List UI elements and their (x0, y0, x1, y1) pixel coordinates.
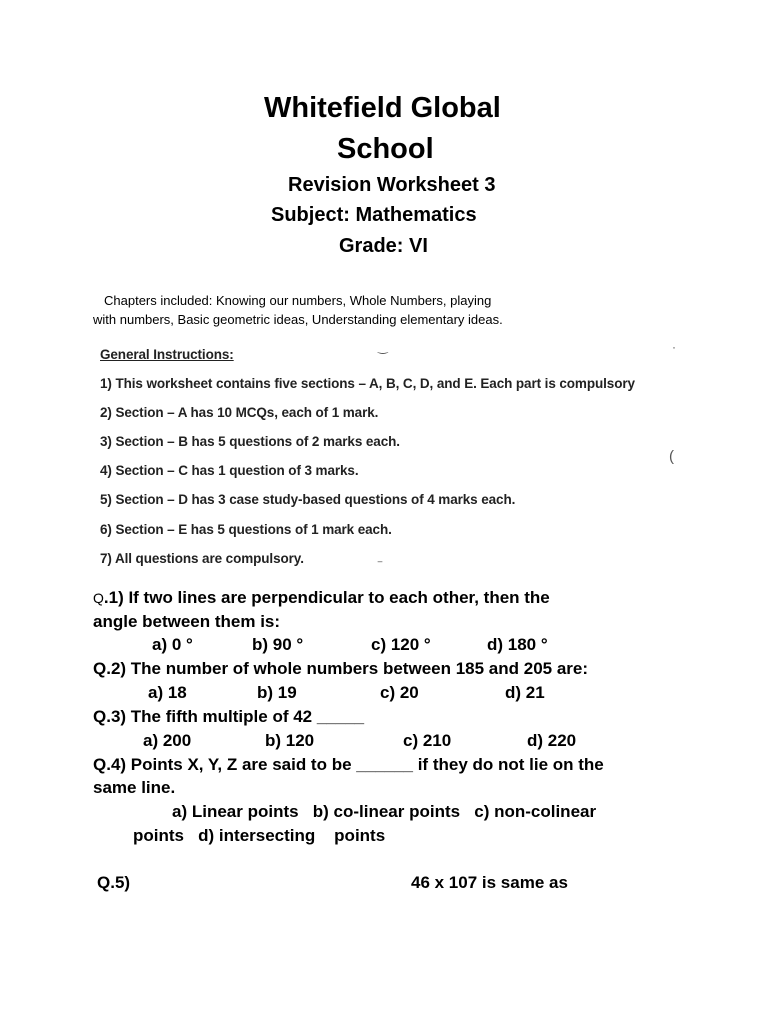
scan-mark: ( (669, 448, 674, 465)
scan-mark: ‾ (378, 560, 382, 574)
instruction-item: 2) Section – A has 10 MCQs, each of 1 mark. (100, 405, 379, 420)
scan-mark: ‿ (378, 340, 388, 354)
option-d: d) 220 (527, 731, 577, 750)
instruction-item: 4) Section – C has 1 question of 3 marks. (100, 463, 359, 478)
option-c: c) 210 (403, 731, 452, 750)
chapters-line1: Chapters included: Knowing our numbers, Whole Numbers, playing (104, 293, 492, 308)
question-5-label: Q.5) (97, 873, 131, 892)
option-b: b) 19 (257, 683, 297, 702)
worksheet-title: Revision Worksheet 3 (288, 174, 496, 196)
question-1-text: .1) If two lines are perpendicular to each other, then the (103, 588, 550, 607)
instruction-item: 3) Section – B has 5 questions of 2 marks each. (100, 434, 400, 449)
scan-mark: · (672, 340, 676, 354)
option-c: c) 20 (380, 683, 419, 702)
instruction-item: 1) This worksheet contains five sections – A, B, C, D, and E. Each part is compulsory (100, 376, 635, 391)
option-b: b) 120 (265, 731, 315, 750)
option-b: b) 90 ° (252, 635, 304, 654)
instruction-item: 7) All questions are compulsory. (100, 551, 304, 566)
question-1-line2: angle between them is: (93, 612, 281, 631)
chapters-line2: with numbers, Basic geometric ideas, Understanding elementary ideas. (93, 312, 503, 327)
question-2-text: Q.2) The number of whole numbers between 185 and 205 are: (93, 659, 589, 678)
instruction-item: 5) Section – D has 3 case study-based questions of 4 marks each. (100, 492, 516, 507)
question-1-options (0, 635, 768, 659)
option-c: c) 120 ° (371, 635, 431, 654)
question-4-line1: Q.4) Points X, Y, Z are said to be ______ if they do not lie on the (93, 755, 604, 774)
option-a: a) 200 (143, 731, 192, 750)
option-d: d) 21 (505, 683, 545, 702)
question-2-options (0, 683, 768, 707)
option-a: a) 18 (148, 683, 187, 702)
option-d: d) 180 ° (487, 635, 548, 654)
question-5-text: 46 x 107 is same as (411, 873, 568, 892)
question-3-options (0, 731, 768, 755)
school-name-line2: School (337, 133, 434, 165)
question-4-options-line1: a) Linear points b) co-linear points c) non-colinear (172, 802, 597, 821)
option-a: a) 0 ° (152, 635, 193, 654)
question-3-text: Q.3) The fifth multiple of 42 _____ (93, 707, 365, 726)
subject-label: Subject: Mathematics (271, 204, 477, 226)
school-name-line1: Whitefield Global (264, 92, 501, 124)
question-4-line2: same line. (93, 778, 176, 797)
grade-label: Grade: VI (339, 235, 428, 257)
question-1-prefix: Q (93, 590, 104, 606)
instruction-item: 6) Section – E has 5 questions of 1 mark each. (100, 522, 392, 537)
question-4-options-line2: points d) intersecting points (133, 826, 386, 845)
question-1-line1 (93, 588, 550, 608)
instructions-heading: General Instructions: (100, 347, 234, 362)
